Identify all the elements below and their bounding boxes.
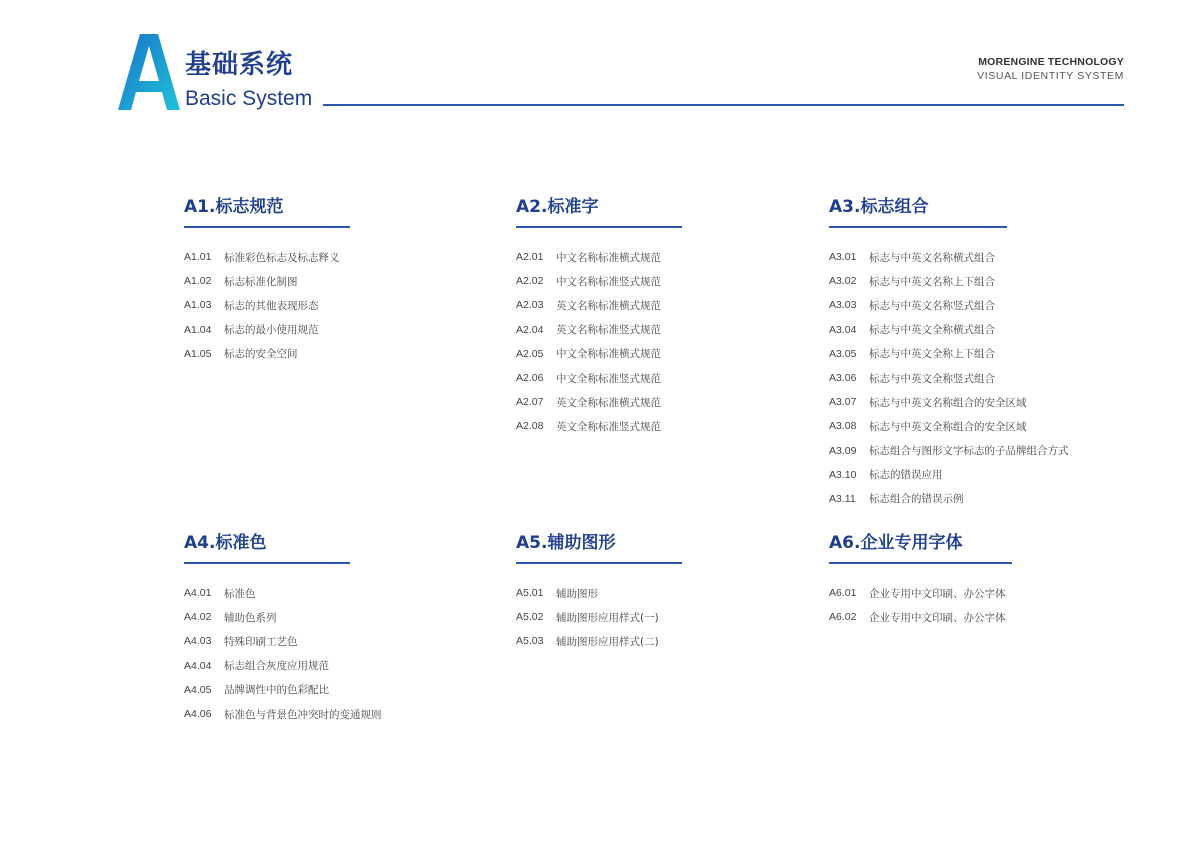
toc-item-code: A4.02 <box>184 611 212 624</box>
toc-item-label: 标准彩色标志及标志释义 <box>224 251 340 264</box>
toc-item <box>184 318 350 342</box>
toc-item-code: A2.05 <box>516 347 544 360</box>
toc-item <box>184 342 350 366</box>
toc-item-label: 英文名称标准横式规范 <box>556 299 661 312</box>
toc-item-code: A3.09 <box>829 444 857 457</box>
toc-item-label: 标志与中英文全称组合的安全区域 <box>869 420 1027 433</box>
toc-item-label: 辅助图形 <box>556 587 598 600</box>
toc-item-code: A3.08 <box>829 420 857 433</box>
toc-item <box>829 439 1069 463</box>
toc-item <box>184 654 382 678</box>
toc-item <box>516 269 682 293</box>
toc-item-label: 标志的安全空间 <box>224 348 298 361</box>
toc-item <box>516 366 682 390</box>
toc-item-code: A3.11 <box>829 492 856 505</box>
toc-item-label: 标志与中英文名称横式组合 <box>869 251 995 264</box>
section-a6 <box>829 535 1012 629</box>
toc-item-label: 企业专用中文印刷、办公字体 <box>869 587 1006 600</box>
toc-item <box>516 318 682 342</box>
toc-item <box>829 245 1069 269</box>
toc-item-code: A6.02 <box>829 611 857 624</box>
toc-item-label: 标志的其他表现形态 <box>224 299 319 312</box>
section-a3 <box>829 199 1069 511</box>
toc-item-code: A5.02 <box>516 611 544 624</box>
toc-item <box>184 245 350 269</box>
section-item-list <box>184 245 350 366</box>
toc-item-label: 标志组合与图形文字标志的子品牌组合方式 <box>869 445 1069 458</box>
toc-item-code: A1.03 <box>184 299 212 312</box>
page-title-chinese: 基础系统 <box>185 50 294 80</box>
section-title: A1.标志规范 <box>184 199 350 228</box>
section-a1 <box>184 199 350 366</box>
toc-item <box>829 487 1069 511</box>
toc-item-code: A1.05 <box>184 347 212 360</box>
toc-item-label: 标志组合的错误示例 <box>869 493 964 506</box>
section-item-list <box>829 581 1012 629</box>
toc-item-label: 辅助图形应用样式(一) <box>556 611 659 624</box>
toc-item-label: 标志的错误应用 <box>869 469 943 482</box>
toc-item-label: 辅助色系列 <box>224 611 277 624</box>
toc-item <box>829 463 1069 487</box>
toc-item <box>184 678 382 702</box>
toc-item-code: A3.02 <box>829 275 857 288</box>
toc-item-code: A3.03 <box>829 299 857 312</box>
toc-item-code: A5.03 <box>516 635 544 648</box>
toc-item-label: 中文全称标准横式规范 <box>556 348 661 361</box>
toc-item-code: A4.05 <box>184 683 212 696</box>
toc-item <box>516 581 682 605</box>
toc-item-code: A2.01 <box>516 251 544 264</box>
toc-item-label: 英文全称标准竖式规范 <box>556 420 661 433</box>
toc-item-label: 标志与中英文全称竖式组合 <box>869 372 995 385</box>
toc-item <box>516 390 682 414</box>
toc-item-code: A6.01 <box>829 587 857 600</box>
toc-item-label: 标志的最小使用规范 <box>224 324 319 337</box>
toc-item <box>516 605 682 629</box>
section-title: A3.标志组合 <box>829 199 1007 228</box>
toc-item-code: A1.02 <box>184 275 212 288</box>
toc-item <box>829 269 1069 293</box>
toc-item-code: A1.04 <box>184 323 212 336</box>
toc-item <box>829 414 1069 438</box>
page-title-english: Basic System <box>185 87 313 110</box>
toc-item-code: A4.01 <box>184 587 212 600</box>
toc-item-code: A2.03 <box>516 299 544 312</box>
toc-item-label: 标志与中英文名称竖式组合 <box>869 299 995 312</box>
toc-item <box>184 605 382 629</box>
section-title: A6.企业专用字体 <box>829 535 1012 564</box>
toc-item <box>829 605 1012 629</box>
section-letter-logo <box>118 34 180 110</box>
toc-item-label: 品牌调性中的色彩配比 <box>224 684 329 697</box>
section-a2 <box>516 199 682 439</box>
toc-item-code: A2.04 <box>516 323 544 336</box>
toc-item-code: A3.07 <box>829 396 857 409</box>
section-item-list <box>184 581 382 726</box>
section-title: A2.标准字 <box>516 199 682 228</box>
brand-subtitle: VISUAL IDENTITY SYSTEM <box>977 70 1124 82</box>
toc-item-label: 中文名称标准横式规范 <box>556 251 661 264</box>
toc-item-label: 标志与中英文全称横式组合 <box>869 324 995 337</box>
toc-item-label: 标准色 <box>224 587 256 600</box>
toc-item-code: A5.01 <box>516 587 544 600</box>
toc-item <box>184 293 350 317</box>
toc-item-label: 英文全称标准横式规范 <box>556 396 661 409</box>
toc-item-label: 企业专用中文印刷、办公字体 <box>869 611 1006 624</box>
toc-item-code: A3.04 <box>829 323 857 336</box>
section-title: A4.标准色 <box>184 535 350 564</box>
toc-item-label: 辅助图形应用样式(二) <box>556 635 659 648</box>
toc-item-label: 特殊印刷工艺色 <box>224 635 298 648</box>
toc-item-label: 中文名称标准竖式规范 <box>556 275 661 288</box>
section-title: A5.辅助图形 <box>516 535 682 564</box>
toc-item <box>184 581 382 605</box>
brand-name: MORENGINE TECHNOLOGY <box>978 56 1124 68</box>
toc-item <box>829 390 1069 414</box>
header-divider <box>323 104 1124 106</box>
toc-item-code: A4.06 <box>184 708 212 721</box>
section-item-list <box>516 245 682 439</box>
toc-item-label: 标志与中英文名称组合的安全区域 <box>869 396 1027 409</box>
section-a5 <box>516 535 682 654</box>
toc-item <box>829 342 1069 366</box>
toc-item <box>184 629 382 653</box>
section-a4 <box>184 535 382 726</box>
toc-item-code: A4.04 <box>184 659 212 672</box>
toc-item <box>829 366 1069 390</box>
toc-item <box>184 269 350 293</box>
toc-item-label: 标志组合灰度应用规范 <box>224 660 329 673</box>
toc-item-label: 标准色与背景色冲突时的变通规则 <box>224 708 382 721</box>
section-item-list <box>829 245 1069 511</box>
page-header <box>0 0 1200 120</box>
toc-item <box>516 414 682 438</box>
toc-item-label: 中文全称标准竖式规范 <box>556 372 661 385</box>
toc-item <box>829 318 1069 342</box>
toc-item-code: A1.01 <box>184 251 212 264</box>
toc-item <box>516 245 682 269</box>
section-item-list <box>516 581 682 654</box>
toc-item-code: A2.02 <box>516 275 544 288</box>
toc-item <box>516 342 682 366</box>
toc-item-label: 标志与中英文全称上下组合 <box>869 348 995 361</box>
toc-item <box>829 293 1069 317</box>
toc-item <box>516 629 682 653</box>
toc-item-code: A3.01 <box>829 251 857 264</box>
toc-item <box>516 293 682 317</box>
toc-item <box>184 702 382 726</box>
toc-item-label: 标志标准化制图 <box>224 275 298 288</box>
toc-item-code: A3.10 <box>829 468 857 481</box>
toc-item-label: 英文名称标准竖式规范 <box>556 324 661 337</box>
toc-item-code: A4.03 <box>184 635 212 648</box>
toc-item-label: 标志与中英文名称上下组合 <box>869 275 995 288</box>
toc-item-code: A2.07 <box>516 396 544 409</box>
toc-item-code: A2.06 <box>516 372 544 385</box>
toc-item-code: A3.06 <box>829 372 857 385</box>
toc-item <box>829 581 1012 605</box>
toc-item-code: A3.05 <box>829 347 857 360</box>
toc-item-code: A2.08 <box>516 420 544 433</box>
